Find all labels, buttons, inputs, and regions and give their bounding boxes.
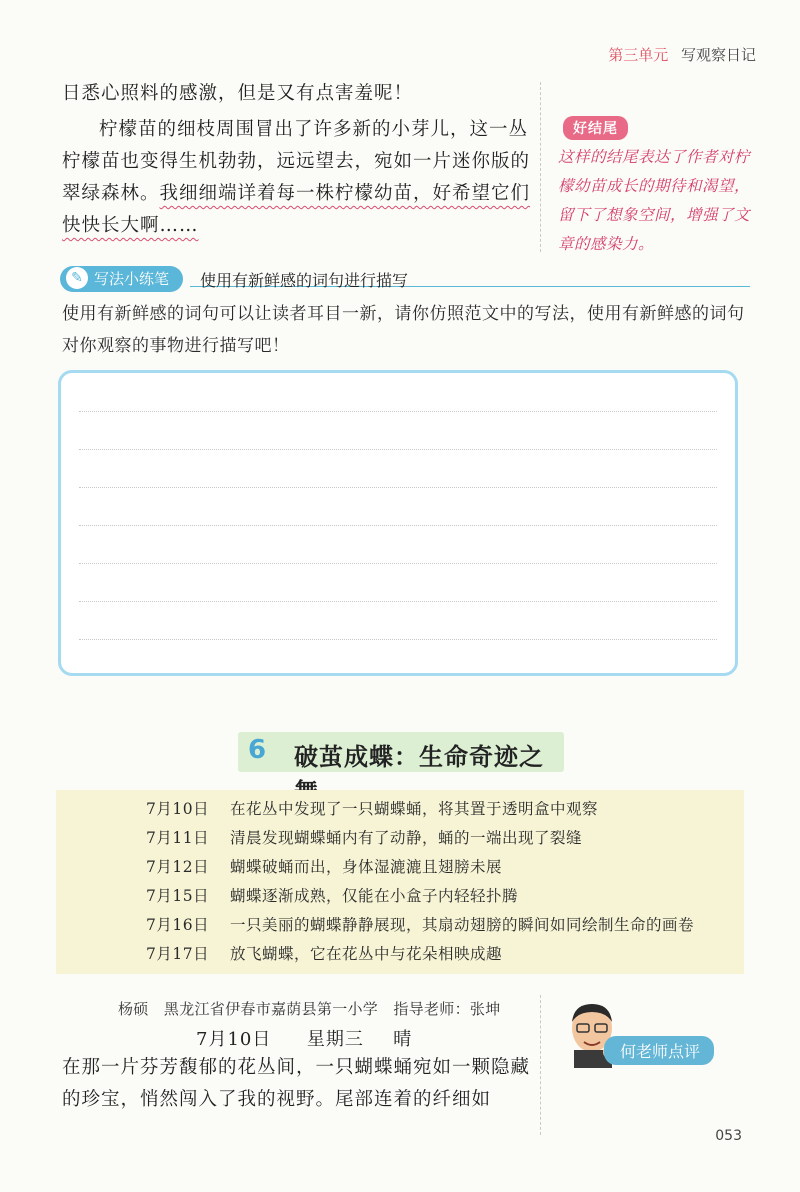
log-text: 一只美丽的蝴蝶静静展现，其扇动翅膀的瞬间如同绘制生命的画卷 xyxy=(230,916,695,934)
essay-paragraph xyxy=(62,114,542,242)
writing-line xyxy=(79,487,717,488)
good-ending-tag: 好结尾 xyxy=(563,116,628,140)
entry-body: 在那一片芬芳馥郁的花丛间，一只蝴蝶蛹宛如一颗隐藏的珍宝，悄然闯入了我的视野。尾部连着的纤细如 xyxy=(62,1057,531,1110)
writing-line xyxy=(79,601,717,602)
entry-date: 7月10日 xyxy=(196,1029,272,1050)
log-date: 7月15日 xyxy=(146,887,210,905)
author-info: 杨硕 黑龙江省伊春市嘉荫县第一小学 指导老师：张坤 xyxy=(118,1000,501,1018)
log-text: 放飞蝴蝶，它在花丛中与花朵相映成趣 xyxy=(230,945,503,963)
entry-weekday: 星期三 xyxy=(306,1029,364,1050)
page-number: 053 xyxy=(715,1128,742,1144)
essay-text: 柠檬苗的细枝周围冒出了许多新的小芽儿，这一丛柠檬苗也变得生机勃勃，远远望去，宛如一片迷你版的翠绿森林。 xyxy=(62,119,531,204)
log-text: 在花丛中发现了一只蝴蝶蛹，将其置于透明盒中观察 xyxy=(230,800,599,818)
highlighted-ending: 我细细端详着每一株柠檬幼苗，好希望它们快快长大啊…… xyxy=(62,183,531,236)
chapter-title: 破茧成蝶：生命奇迹之 xyxy=(294,743,544,771)
margin-divider xyxy=(540,995,541,1135)
log-date: 7月11日 xyxy=(146,829,210,847)
entry-dateline xyxy=(196,1025,412,1051)
writing-line xyxy=(79,525,717,526)
log-text: 蝴蝶逐渐成熟，仅能在小盒子内轻轻扑腾 xyxy=(230,887,519,905)
topic-label: 写观察日记 xyxy=(680,46,756,64)
teacher-comment-tag: 何老师点评 xyxy=(604,1036,714,1065)
log-row xyxy=(146,826,582,848)
log-date: 7月17日 xyxy=(146,945,210,963)
writing-line xyxy=(79,411,717,412)
margin-comment: 这样的结尾表达了作者对柠檬幼苗成长的期待和渴望，留下了想象空间，增强了文章的感染力。 xyxy=(558,148,751,253)
practice-pill xyxy=(60,266,183,292)
writing-line xyxy=(79,449,717,450)
log-row xyxy=(146,884,518,906)
running-header xyxy=(608,44,756,65)
chapter-number: 6 xyxy=(248,735,267,765)
log-date: 7月10日 xyxy=(146,800,210,818)
writing-line xyxy=(79,639,717,640)
entry-weather: 晴 xyxy=(393,1029,413,1050)
log-row xyxy=(146,855,502,877)
practice-instruction: 使用有新鲜感的词句可以让读者耳目一新，请你仿照范文中的写法，使用有新鲜感的词句对你观察的事物进行描写吧！ xyxy=(62,304,745,356)
practice-title: 使用有新鲜感的词句进行描写 xyxy=(200,271,409,290)
log-text: 清晨发现蝴蝶蛹内有了动静，蛹的一端出现了裂缝 xyxy=(230,829,583,847)
writing-line xyxy=(79,563,717,564)
log-row xyxy=(146,942,502,964)
log-date: 7月12日 xyxy=(146,858,210,876)
log-text: 蝴蝶破蛹而出，身体湿漉漉且翅膀未展 xyxy=(230,858,503,876)
practice-pill-label: 写法小练笔 xyxy=(94,270,170,288)
writing-area[interactable] xyxy=(58,370,738,676)
log-row xyxy=(146,913,694,935)
log-row xyxy=(146,797,598,819)
practice-section-header xyxy=(60,266,750,292)
unit-label: 第三单元 xyxy=(608,46,669,64)
chapter-heading xyxy=(238,732,564,772)
pen-icon: ✎ xyxy=(66,267,88,289)
essay-line: 日悉心照料的感激，但是又有点害羞呢！ xyxy=(62,83,414,104)
log-date: 7月16日 xyxy=(146,916,210,934)
